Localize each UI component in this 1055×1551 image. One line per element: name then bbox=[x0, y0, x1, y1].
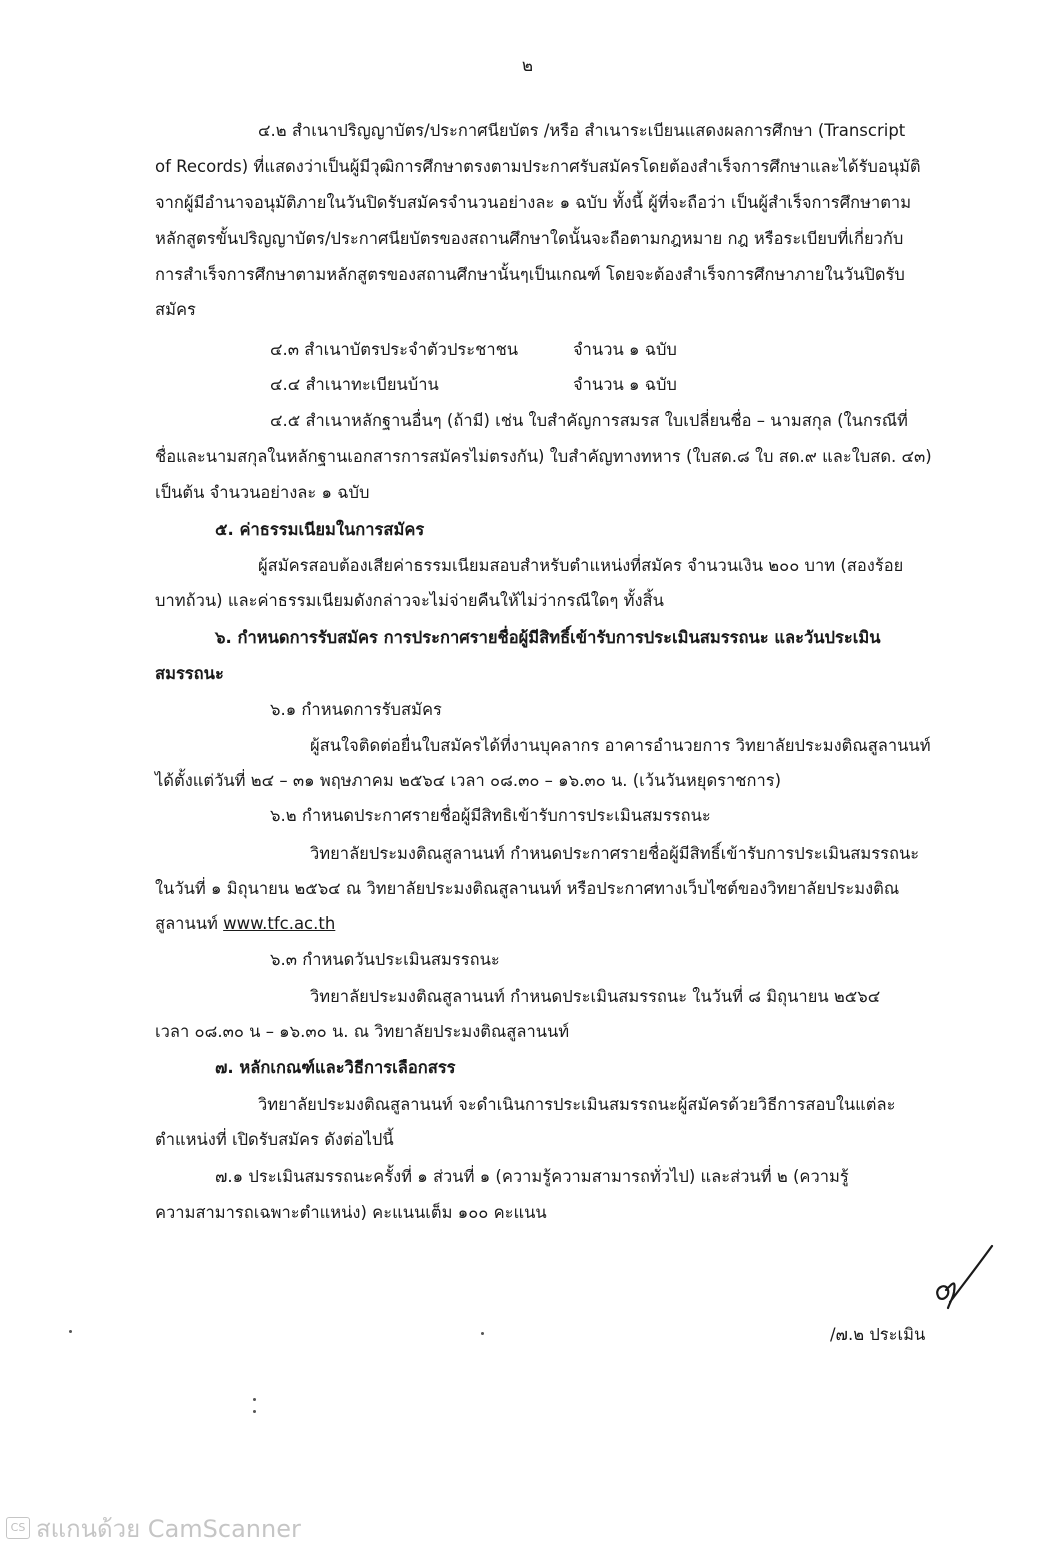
item-4-2-line-1: ๔.๒ สำเนาปริญญาบัตร/ประกาศนียบัตร /หรือ สำเนาระเบียนแสดงผลการศึกษา (Transcript bbox=[258, 121, 906, 140]
item-4-5-line-1: ๔.๕ สำเนาหลักฐานอื่นๆ (ถ้ามี) เช่น ใบสำคัญการสมรส ใบเปลี่ยนชื่อ – นามสกุล (ในกรณีที่ bbox=[270, 411, 908, 430]
continuation-marker: /๗.๒ ประเมิน bbox=[830, 1325, 926, 1344]
section-7-line-2: ตำแหน่งที่ เปิดรับสมัคร ดังต่อไปนี้ bbox=[155, 1130, 394, 1149]
item-4-2-line-2: of Records) ที่แสดงว่าเป็นผู้มีวุฒิการศึกษาตรงตามประกาศรับสมัครโดยต้องสำเร็จการศึกษาและได้รับอนุมัติ bbox=[155, 157, 921, 176]
item-4-4-quantity: จำนวน ๑ ฉบับ bbox=[573, 375, 677, 394]
camscanner-watermark bbox=[6, 1512, 301, 1544]
section-6-3-heading: ๖.๓ กำหนดวันประเมินสมรรถนะ bbox=[270, 950, 500, 969]
section-6-3-line-1: วิทยาลัยประมงติณสูลานนท์ กำหนดประเมินสมรรถนะ ในวันที่ ๘ มิถุนายน ๒๕๖๔ bbox=[310, 987, 881, 1006]
item-4-5-line-2: ชื่อและนามสกุลในหลักฐานเอกสารการสมัครไม่ตรงกัน) ใบสำคัญทางทหาร (ใบสด.๘ ใบ สด.๙ และใบสด. ๔๓) bbox=[155, 447, 932, 466]
item-4-2-line-6: สมัคร bbox=[155, 300, 196, 319]
section-6-1-line-2: ได้ตั้งแต่วันที่ ๒๔ – ๓๑ พฤษภาคม ๒๕๖๔ เวลา ๐๘.๓๐ – ๑๖.๓๐ น. (เว้นวันหยุดราชการ) bbox=[155, 771, 782, 790]
page-number: ๒ bbox=[521, 56, 534, 76]
section-6-heading-line-1: ๖. กำหนดการรับสมัคร การประกาศรายชื่อผู้มีสิทธิ์เข้ารับการประเมินสมรรถนะ และวันประเมิน bbox=[215, 628, 881, 647]
item-4-4-label: ๔.๔ สำเนาทะเบียนบ้าน bbox=[270, 375, 439, 394]
scan-speck bbox=[253, 1410, 256, 1413]
section-7-heading: ๗. หลักเกณฑ์และวิธีการเลือกสรร bbox=[215, 1058, 456, 1077]
camscanner-logo-icon: CS bbox=[6, 1517, 30, 1539]
section-5-heading: ๕. ค่าธรรมเนียมในการสมัคร bbox=[215, 520, 425, 539]
item-4-2-line-4: หลักสูตรขั้นปริญญาบัตร/ประกาศนียบัตรของสถานศึกษาใดนั้นจะถือตามกฎหมาย กฎ หรือระเบียบที่เกี่ยวกับ bbox=[155, 229, 904, 248]
section-6-heading-line-2: สมรรถนะ bbox=[155, 664, 224, 683]
section-6-3-line-2: เวลา ๐๘.๓๐ น – ๑๖.๓๐ น. ณ วิทยาลัยประมงติณสูลานนท์ bbox=[155, 1022, 570, 1041]
section-6-1-heading: ๖.๑ กำหนดการรับสมัคร bbox=[270, 700, 442, 719]
scan-speck bbox=[69, 1330, 72, 1333]
camscanner-text: สแกนด้วย CamScanner bbox=[36, 1514, 301, 1543]
item-4-2-line-3: จากผู้มีอำนาจอนุมัติภายในวันปิดรับสมัครจำนวนอย่างละ ๑ ฉบับ ทั้งนี้ ผู้ที่จะถือว่า เป็นผู้สำเร็จการศึกษาตาม bbox=[155, 193, 912, 212]
section-6-2-line-3 bbox=[155, 913, 335, 935]
section-5-line-1: ผู้สมัครสอบต้องเสียค่าธรรมเนียมสอบสำหรับตำแหน่งที่สมัคร จำนวนเงิน ๒๐๐ บาท (สองร้อย bbox=[258, 556, 904, 575]
section-7-1-line-2: ความสามารถเฉพาะตำแหน่ง) คะแนนเต็ม ๑๐๐ คะแนน bbox=[155, 1203, 547, 1222]
scan-speck bbox=[253, 1398, 256, 1401]
section-7-line-1: วิทยาลัยประมงติณสูลานนท์ จะดำเนินการประเมินสมรรถนะผู้สมัครด้วยวิธีการสอบในแต่ละ bbox=[258, 1095, 896, 1114]
section-7-1-line-1: ๗.๑ ประเมินสมรรถนะครั้งที่ ๑ ส่วนที่ ๑ (ความรู้ความสามารถทั่วไป) และส่วนที่ ๒ (ความรู้ bbox=[215, 1167, 849, 1186]
section-6-2-line-3-text: สูลานนท์ bbox=[155, 914, 224, 933]
item-4-3-label: ๔.๓ สำเนาบัตรประจำตัวประชาชน bbox=[270, 340, 519, 359]
signature-mark bbox=[930, 1238, 1000, 1318]
section-6-2-line-2: ในวันที่ ๑ มิถุนายน ๒๕๖๔ ณ วิทยาลัยประมงติณสูลานนท์ หรือประกาศทางเว็บไซต์ของวิทยาลัยประมงติณ bbox=[155, 879, 900, 898]
item-4-2-line-5: การสำเร็จการศึกษาตามหลักสูตรของสถานศึกษานั้นๆเป็นเกณฑ์ โดยจะต้องสำเร็จการศึกษาภายในวันปิดรับ bbox=[155, 265, 905, 284]
item-4-3-quantity: จำนวน ๑ ฉบับ bbox=[573, 340, 677, 359]
section-6-2-line-1: วิทยาลัยประมงติณสูลานนท์ กำหนดประกาศรายชื่อผู้มีสิทธิ์เข้ารับการประเมินสมรรถนะ bbox=[310, 844, 920, 863]
item-4-5-line-3: เป็นต้น จำนวนอย่างละ ๑ ฉบับ bbox=[155, 483, 370, 502]
section-6-2-heading: ๖.๒ กำหนดประกาศรายชื่อผู้มีสิทธิเข้ารับการประเมินสมรรถนะ bbox=[270, 806, 711, 825]
website-link[interactable]: www.tfc.ac.th bbox=[223, 914, 336, 933]
scan-speck bbox=[481, 1332, 484, 1335]
section-5-line-2: บาทถ้วน) และค่าธรรมเนียมดังกล่าวจะไม่จ่ายคืนให้ไม่ว่ากรณีใดๆ ทั้งสิ้น bbox=[155, 591, 664, 610]
section-6-1-line-1: ผู้สนใจติดต่อยื่นใบสมัครได้ที่งานบุคลากร อาคารอำนวยการ วิทยาลัยประมงติณสูลานนท์ bbox=[310, 736, 931, 755]
